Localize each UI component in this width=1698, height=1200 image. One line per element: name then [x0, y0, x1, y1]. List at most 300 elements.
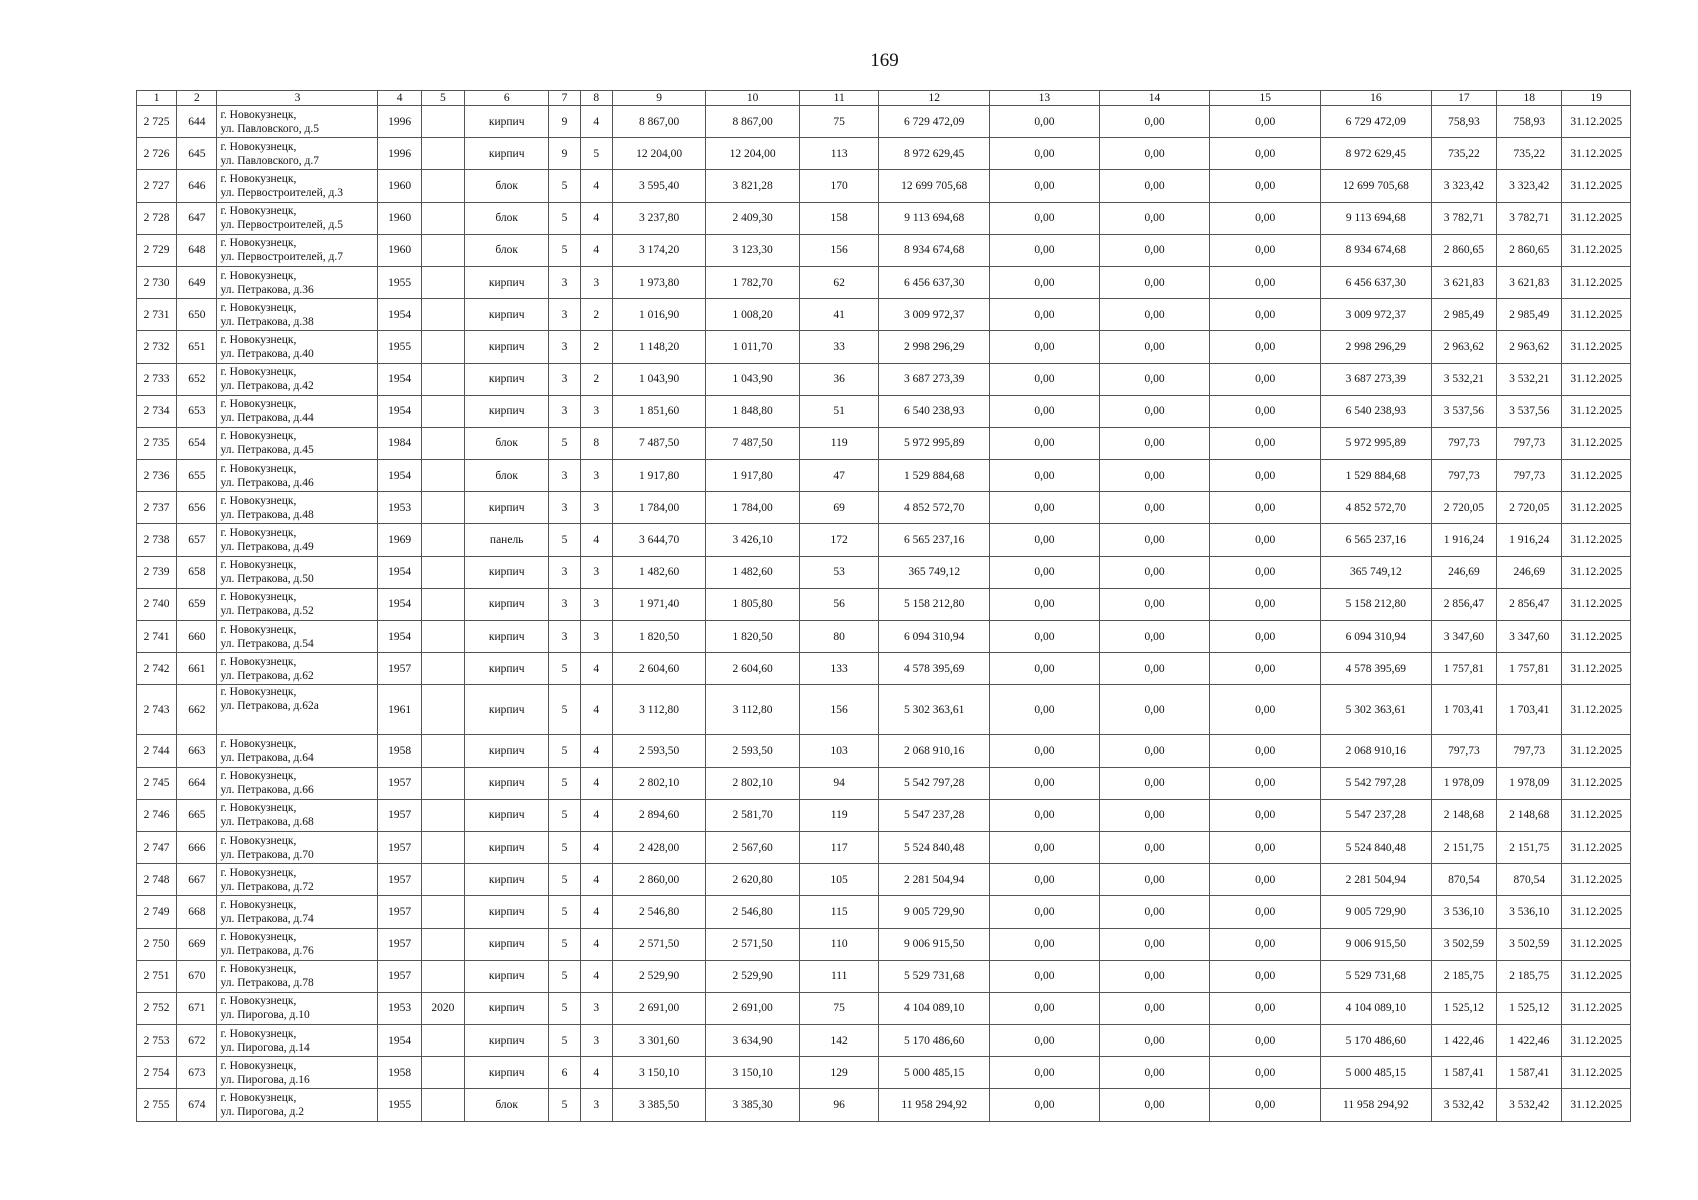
residents-cell: 110 [799, 928, 878, 960]
wall-material-cell: кирпич [464, 331, 549, 363]
living-area-cell: 12 204,00 [706, 138, 800, 170]
cost-cell: 0,00 [990, 799, 1100, 831]
residents-cell: 156 [799, 685, 878, 735]
address-street: ул. Первостроителей, д.3 [220, 186, 344, 199]
year-built-cell: 1954 [378, 299, 421, 331]
cost-cell: 0,00 [1210, 960, 1321, 992]
year-cell [421, 427, 464, 459]
year-cell [421, 735, 464, 767]
address-city: г. Новокузнецк, [220, 237, 297, 250]
unit-cost-cell: 3 323,42 [1431, 170, 1496, 202]
entrances-cell: 3 [580, 460, 612, 492]
row-number-cell: 2 730 [137, 266, 177, 298]
item-number-cell: 658 [177, 556, 217, 588]
cost-cell: 0,00 [1210, 363, 1321, 395]
address-city: г. Новокузнецк, [220, 931, 297, 944]
cost-owners-cell: 5 972 995,89 [1321, 427, 1432, 459]
address-city: г. Новокузнецк, [220, 623, 297, 636]
row-number-cell: 2 738 [137, 524, 177, 556]
unit-cost-limit-cell: 2 185,75 [1497, 960, 1562, 992]
address-cell [217, 556, 378, 588]
item-number-cell: 646 [177, 170, 217, 202]
address-city: г. Новокузнецк, [220, 1092, 297, 1105]
deadline-date-cell: 31.12.2025 [1562, 653, 1631, 685]
year-cell: 2020 [421, 992, 464, 1024]
wall-material-cell: кирпич [464, 1025, 549, 1057]
address-cell [217, 106, 378, 138]
cost-owners-cell: 8 972 629,45 [1321, 138, 1432, 170]
address-street: ул. Пирогова, д.16 [220, 1073, 310, 1086]
residents-cell: 56 [799, 588, 878, 620]
living-area-cell: 1 917,80 [706, 460, 800, 492]
page-number: 169 [870, 50, 899, 71]
table-row [137, 299, 1631, 331]
living-area-cell: 1 482,60 [706, 556, 800, 588]
residents-cell: 156 [799, 234, 878, 266]
unit-cost-limit-cell: 3 502,59 [1497, 928, 1562, 960]
cost-cell: 0,00 [1099, 799, 1210, 831]
cost-total-cell: 4 578 395,69 [879, 653, 990, 685]
living-area-cell: 3 821,28 [706, 170, 800, 202]
year-built-cell: 1957 [378, 864, 421, 896]
floors-cell: 5 [549, 170, 580, 202]
year-cell [421, 831, 464, 863]
address-city: г. Новокузнецк, [220, 172, 297, 185]
row-number-cell: 2 741 [137, 621, 177, 653]
unit-cost-limit-cell: 2 985,49 [1497, 299, 1562, 331]
wall-material-cell: кирпич [464, 106, 549, 138]
living-area-cell: 1 043,90 [706, 363, 800, 395]
entrances-cell: 4 [580, 170, 612, 202]
cost-cell: 0,00 [1099, 556, 1210, 588]
cost-total-cell: 5 542 797,28 [879, 767, 990, 799]
cost-cell: 0,00 [990, 685, 1100, 735]
column-header: 9 [612, 91, 706, 106]
living-area-cell: 3 150,10 [706, 1057, 800, 1089]
floors-cell: 3 [549, 588, 580, 620]
unit-cost-limit-cell: 1 525,12 [1497, 992, 1562, 1024]
address-street: ул. Первостроителей, д.7 [220, 251, 344, 264]
unit-cost-limit-cell: 3 532,42 [1497, 1089, 1562, 1121]
cost-cell: 0,00 [990, 427, 1100, 459]
cost-total-cell: 5 524 840,48 [879, 831, 990, 863]
row-number-cell: 2 749 [137, 896, 177, 928]
table-row [137, 363, 1631, 395]
deadline-date-cell: 31.12.2025 [1562, 106, 1631, 138]
column-header: 8 [580, 91, 612, 106]
address-cell [217, 395, 378, 427]
cost-owners-cell: 5 529 731,68 [1321, 960, 1432, 992]
total-area-cell: 1 016,90 [612, 299, 706, 331]
year-cell [421, 266, 464, 298]
cost-cell: 0,00 [1099, 685, 1210, 735]
entrances-cell: 3 [580, 992, 612, 1024]
table-row [137, 492, 1631, 524]
cost-cell: 0,00 [1210, 621, 1321, 653]
floors-cell: 5 [549, 992, 580, 1024]
table-row [137, 588, 1631, 620]
item-number-cell: 654 [177, 427, 217, 459]
cost-cell: 0,00 [1099, 331, 1210, 363]
column-header: 7 [549, 91, 580, 106]
cost-owners-cell: 2 068 910,16 [1321, 735, 1432, 767]
table-row [137, 106, 1631, 138]
address-cell [217, 138, 378, 170]
item-number-cell: 674 [177, 1089, 217, 1121]
cost-total-cell: 8 972 629,45 [879, 138, 990, 170]
cost-owners-cell: 9 113 694,68 [1321, 202, 1432, 234]
item-number-cell: 648 [177, 234, 217, 266]
deadline-date-cell: 31.12.2025 [1562, 621, 1631, 653]
row-number-cell: 2 753 [137, 1025, 177, 1057]
cost-cell: 0,00 [990, 299, 1100, 331]
cost-cell: 0,00 [1099, 588, 1210, 620]
floors-cell: 5 [549, 864, 580, 896]
total-area-cell: 1 820,50 [612, 621, 706, 653]
table-row [137, 653, 1631, 685]
wall-material-cell: кирпич [464, 735, 549, 767]
item-number-cell: 670 [177, 960, 217, 992]
floors-cell: 5 [549, 960, 580, 992]
table-row [137, 427, 1631, 459]
living-area-cell: 3 385,30 [706, 1089, 800, 1121]
address-street: ул. Первостроителей, д.5 [220, 219, 344, 232]
column-header: 19 [1562, 91, 1631, 106]
cost-cell: 0,00 [1099, 831, 1210, 863]
living-area-cell: 2 571,50 [706, 928, 800, 960]
year-built-cell: 1955 [378, 331, 421, 363]
cost-cell: 0,00 [990, 234, 1100, 266]
entrances-cell: 3 [580, 266, 612, 298]
entrances-cell: 3 [580, 492, 612, 524]
item-number-cell: 673 [177, 1057, 217, 1089]
living-area-cell: 1 011,70 [706, 331, 800, 363]
wall-material-cell: кирпич [464, 1057, 549, 1089]
total-area-cell: 1 148,20 [612, 331, 706, 363]
table-row [137, 524, 1631, 556]
unit-cost-limit-cell: 2 151,75 [1497, 831, 1562, 863]
unit-cost-limit-cell: 1 422,46 [1497, 1025, 1562, 1057]
address-street: ул. Петракова, д.44 [220, 412, 314, 425]
entrances-cell: 3 [580, 1025, 612, 1057]
living-area-cell: 3 426,10 [706, 524, 800, 556]
floors-cell: 6 [549, 1057, 580, 1089]
cost-cell: 0,00 [1210, 331, 1321, 363]
residents-cell: 69 [799, 492, 878, 524]
cost-owners-cell: 8 934 674,68 [1321, 234, 1432, 266]
item-number-cell: 645 [177, 138, 217, 170]
wall-material-cell: кирпич [464, 928, 549, 960]
floors-cell: 3 [549, 266, 580, 298]
cost-cell: 0,00 [1210, 1025, 1321, 1057]
unit-cost-cell: 1 422,46 [1431, 1025, 1496, 1057]
address-street: ул. Петракова, д.74 [220, 912, 314, 925]
residents-cell: 172 [799, 524, 878, 556]
address-cell [217, 864, 378, 896]
address-street: ул. Петракова, д.36 [220, 283, 314, 296]
year-cell [421, 767, 464, 799]
cost-owners-cell: 2 281 504,94 [1321, 864, 1432, 896]
deadline-date-cell: 31.12.2025 [1562, 992, 1631, 1024]
cost-cell: 0,00 [1210, 106, 1321, 138]
deadline-date-cell: 31.12.2025 [1562, 266, 1631, 298]
table-row [137, 1057, 1631, 1089]
cost-owners-cell: 9 005 729,90 [1321, 896, 1432, 928]
total-area-cell: 3 301,60 [612, 1025, 706, 1057]
year-cell [421, 1025, 464, 1057]
row-number-cell: 2 736 [137, 460, 177, 492]
address-city: г. Новокузнецк, [220, 205, 297, 218]
residents-cell: 62 [799, 266, 878, 298]
year-built-cell: 1957 [378, 653, 421, 685]
residents-cell: 129 [799, 1057, 878, 1089]
residents-cell: 170 [799, 170, 878, 202]
cost-cell: 0,00 [1099, 653, 1210, 685]
total-area-cell: 1 971,40 [612, 588, 706, 620]
living-area-cell: 2 546,80 [706, 896, 800, 928]
wall-material-cell: кирпич [464, 685, 549, 735]
cost-cell: 0,00 [1210, 1057, 1321, 1089]
unit-cost-cell: 2 148,68 [1431, 799, 1496, 831]
living-area-cell: 3 112,80 [706, 685, 800, 735]
item-number-cell: 653 [177, 395, 217, 427]
cost-total-cell: 1 529 884,68 [879, 460, 990, 492]
deadline-date-cell: 31.12.2025 [1562, 896, 1631, 928]
unit-cost-limit-cell: 2 963,62 [1497, 331, 1562, 363]
living-area-cell: 2 691,00 [706, 992, 800, 1024]
table-row [137, 266, 1631, 298]
unit-cost-limit-cell: 797,73 [1497, 460, 1562, 492]
cost-cell: 0,00 [990, 621, 1100, 653]
year-cell [421, 363, 464, 395]
row-number-cell: 2 744 [137, 735, 177, 767]
wall-material-cell: блок [464, 202, 549, 234]
year-built-cell: 1996 [378, 138, 421, 170]
unit-cost-limit-cell: 2 720,05 [1497, 492, 1562, 524]
cost-cell: 0,00 [1099, 266, 1210, 298]
address-street: ул. Пирогова, д.2 [220, 1106, 304, 1119]
cost-total-cell: 5 170 486,60 [879, 1025, 990, 1057]
unit-cost-limit-cell: 3 347,60 [1497, 621, 1562, 653]
row-number-cell: 2 732 [137, 331, 177, 363]
deadline-date-cell: 31.12.2025 [1562, 460, 1631, 492]
deadline-date-cell: 31.12.2025 [1562, 202, 1631, 234]
cost-cell: 0,00 [990, 928, 1100, 960]
living-area-cell: 1 008,20 [706, 299, 800, 331]
living-area-cell: 2 409,30 [706, 202, 800, 234]
address-city: г. Новокузнецк, [220, 398, 297, 411]
address-cell [217, 331, 378, 363]
residents-cell: 47 [799, 460, 878, 492]
residents-cell: 158 [799, 202, 878, 234]
row-number-cell: 2 750 [137, 928, 177, 960]
cost-cell: 0,00 [1099, 524, 1210, 556]
year-cell [421, 588, 464, 620]
wall-material-cell: кирпич [464, 266, 549, 298]
column-header: 11 [799, 91, 878, 106]
floors-cell: 5 [549, 427, 580, 459]
address-cell [217, 685, 378, 735]
item-number-cell: 660 [177, 621, 217, 653]
cost-total-cell: 5 000 485,15 [879, 1057, 990, 1089]
cost-total-cell: 9 005 729,90 [879, 896, 990, 928]
cost-cell: 0,00 [1099, 363, 1210, 395]
item-number-cell: 656 [177, 492, 217, 524]
total-area-cell: 2 894,60 [612, 799, 706, 831]
table-row [137, 556, 1631, 588]
residents-cell: 119 [799, 427, 878, 459]
unit-cost-limit-cell: 735,22 [1497, 138, 1562, 170]
deadline-date-cell: 31.12.2025 [1562, 588, 1631, 620]
address-cell [217, 992, 378, 1024]
total-area-cell: 1 784,00 [612, 492, 706, 524]
floors-cell: 5 [549, 653, 580, 685]
address-street: ул. Павловского, д.5 [220, 122, 320, 135]
address-cell [217, 588, 378, 620]
deadline-date-cell: 31.12.2025 [1562, 556, 1631, 588]
cost-owners-cell: 11 958 294,92 [1321, 1089, 1432, 1121]
unit-cost-cell: 3 347,60 [1431, 621, 1496, 653]
row-number-cell: 2 728 [137, 202, 177, 234]
deadline-date-cell: 31.12.2025 [1562, 767, 1631, 799]
cost-cell: 0,00 [1210, 266, 1321, 298]
deadline-date-cell: 31.12.2025 [1562, 492, 1631, 524]
address-cell [217, 492, 378, 524]
cost-total-cell: 3 009 972,37 [879, 299, 990, 331]
cost-total-cell: 2 281 504,94 [879, 864, 990, 896]
total-area-cell: 1 973,80 [612, 266, 706, 298]
cost-total-cell: 5 302 363,61 [879, 685, 990, 735]
entrances-cell: 3 [580, 395, 612, 427]
column-header: 4 [378, 91, 421, 106]
total-area-cell: 2 529,90 [612, 960, 706, 992]
total-area-cell: 3 150,10 [612, 1057, 706, 1089]
deadline-date-cell: 31.12.2025 [1562, 1025, 1631, 1057]
table-row [137, 621, 1631, 653]
address-street: ул. Петракова, д.70 [220, 848, 314, 861]
cost-cell: 0,00 [1210, 928, 1321, 960]
floors-cell: 9 [549, 106, 580, 138]
deadline-date-cell: 31.12.2025 [1562, 1089, 1631, 1121]
year-built-cell: 1954 [378, 1025, 421, 1057]
address-street: ул. Петракова, д.62 [220, 669, 314, 682]
year-built-cell: 1957 [378, 831, 421, 863]
cost-cell: 0,00 [990, 864, 1100, 896]
address-street: ул. Петракова, д.76 [220, 945, 314, 958]
address-city: г. Новокузнецк, [220, 366, 297, 379]
unit-cost-cell: 3 621,83 [1431, 266, 1496, 298]
cost-cell: 0,00 [990, 735, 1100, 767]
table-row [137, 735, 1631, 767]
year-built-cell: 1954 [378, 588, 421, 620]
total-area-cell: 2 546,80 [612, 896, 706, 928]
cost-owners-cell: 6 565 237,16 [1321, 524, 1432, 556]
residents-cell: 111 [799, 960, 878, 992]
year-cell [421, 234, 464, 266]
cost-total-cell: 9 113 694,68 [879, 202, 990, 234]
unit-cost-limit-cell: 1 757,81 [1497, 653, 1562, 685]
unit-cost-cell: 2 856,47 [1431, 588, 1496, 620]
deadline-date-cell: 31.12.2025 [1562, 170, 1631, 202]
unit-cost-limit-cell: 3 621,83 [1497, 266, 1562, 298]
unit-cost-limit-cell: 3 537,56 [1497, 395, 1562, 427]
item-number-cell: 649 [177, 266, 217, 298]
cost-total-cell: 12 699 705,68 [879, 170, 990, 202]
cost-total-cell: 3 687 273,39 [879, 363, 990, 395]
address-city: г. Новокузнецк, [220, 494, 297, 507]
year-built-cell: 1961 [378, 685, 421, 735]
address-cell [217, 928, 378, 960]
year-cell [421, 653, 464, 685]
total-area-cell: 3 174,20 [612, 234, 706, 266]
year-cell [421, 202, 464, 234]
unit-cost-cell: 2 185,75 [1431, 960, 1496, 992]
address-city: г. Новокузнецк, [220, 527, 297, 540]
floors-cell: 5 [549, 524, 580, 556]
year-built-cell: 1960 [378, 170, 421, 202]
address-cell [217, 896, 378, 928]
address-street: ул. Пирогова, д.14 [220, 1041, 310, 1054]
item-number-cell: 662 [177, 685, 217, 735]
wall-material-cell: кирпич [464, 556, 549, 588]
cost-owners-cell: 5 000 485,15 [1321, 1057, 1432, 1089]
floors-cell: 5 [549, 896, 580, 928]
total-area-cell: 8 867,00 [612, 106, 706, 138]
unit-cost-cell: 3 536,10 [1431, 896, 1496, 928]
residents-cell: 33 [799, 331, 878, 363]
address-city: г. Новокузнецк, [220, 737, 297, 750]
living-area-cell: 2 620,80 [706, 864, 800, 896]
year-built-cell: 1957 [378, 799, 421, 831]
wall-material-cell: кирпич [464, 831, 549, 863]
deadline-date-cell: 31.12.2025 [1562, 1057, 1631, 1089]
cost-cell: 0,00 [1210, 460, 1321, 492]
address-city: г. Новокузнецк, [220, 269, 297, 282]
entrances-cell: 4 [580, 653, 612, 685]
address-city: г. Новокузнецк, [220, 834, 297, 847]
unit-cost-cell: 3 502,59 [1431, 928, 1496, 960]
cost-cell: 0,00 [1210, 202, 1321, 234]
column-header: 5 [421, 91, 464, 106]
unit-cost-limit-cell: 2 860,65 [1497, 234, 1562, 266]
cost-cell: 0,00 [990, 767, 1100, 799]
year-cell [421, 524, 464, 556]
table-row [137, 1025, 1631, 1057]
cost-cell: 0,00 [1210, 1089, 1321, 1121]
residents-cell: 75 [799, 106, 878, 138]
cost-cell: 0,00 [1210, 653, 1321, 685]
cost-cell: 0,00 [1099, 767, 1210, 799]
entrances-cell: 3 [580, 621, 612, 653]
floors-cell: 3 [549, 621, 580, 653]
address-city: г. Новокузнецк, [220, 898, 297, 911]
year-built-cell: 1957 [378, 896, 421, 928]
floors-cell: 9 [549, 138, 580, 170]
cost-cell: 0,00 [1099, 492, 1210, 524]
total-area-cell: 3 595,40 [612, 170, 706, 202]
year-cell [421, 621, 464, 653]
column-header: 2 [177, 91, 217, 106]
unit-cost-cell: 1 757,81 [1431, 653, 1496, 685]
year-cell [421, 170, 464, 202]
total-area-cell: 2 604,60 [612, 653, 706, 685]
floors-cell: 3 [549, 460, 580, 492]
item-number-cell: 672 [177, 1025, 217, 1057]
address-cell [217, 460, 378, 492]
entrances-cell: 4 [580, 799, 612, 831]
unit-cost-limit-cell: 246,69 [1497, 556, 1562, 588]
entrances-cell: 4 [580, 960, 612, 992]
